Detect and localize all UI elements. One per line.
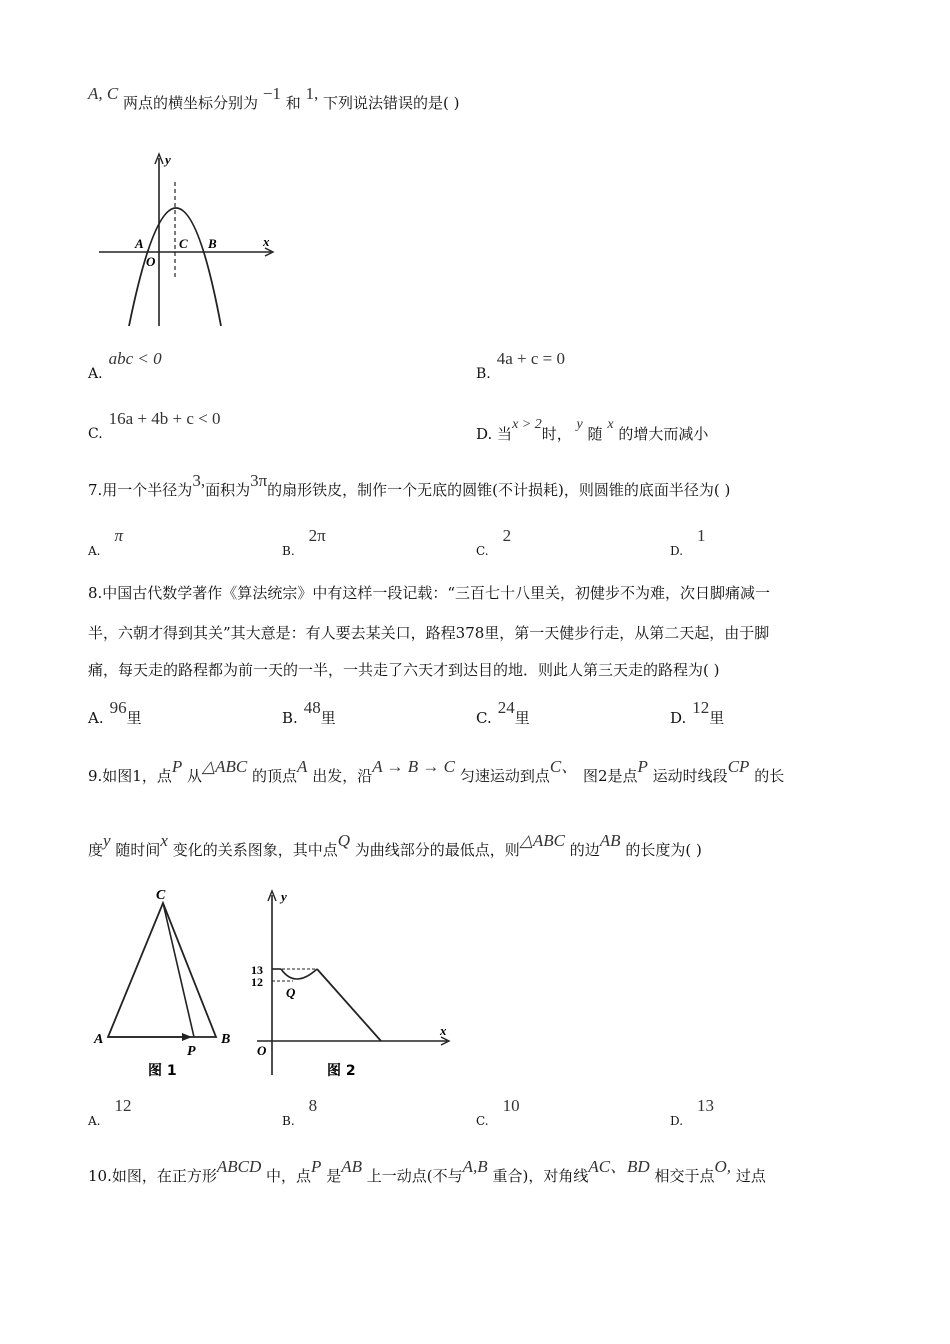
q6-option-b: B.4a + c = 0 [476, 349, 566, 382]
q6-option-c: C.16a + 4b + c < 0 [88, 409, 221, 442]
q9-fig1-caption: 图 1 [148, 1063, 177, 1079]
q7-stem: 7.用一个半径为3,面积为3π的扇形铁皮，制作一个无底的圆锥(不计损耗)，则圆锥的底面半径为( ) [88, 471, 731, 499]
q7-option-a: A.π [88, 526, 124, 558]
q6-stem: A, C 两点的横坐标分别为 −1 和 1, 下列说法错误的是( ) [88, 84, 460, 112]
q9-fig1-label-c: C [156, 888, 166, 903]
q9-fig2-caption: 图 2 [327, 1063, 356, 1079]
q9-option-b: B.8 [282, 1096, 318, 1128]
q8-line-1: 8.中国古代数学著作《算法统宗》中有这样一段记载：“三百七十八里关，初健步不为难，次日脚痛减一 [88, 584, 770, 602]
q7-option-c: C.2 [476, 526, 512, 558]
q9-fig2-label-q: Q [286, 985, 296, 1000]
q9-stem-line-1: 9.如图1，点P 从△ABC 的顶点A 出发，沿A → B → C 匀速运动到点C、 图2是点P 运动时线段CP 的长 [88, 757, 785, 785]
q6-math-points: A, C [88, 84, 119, 103]
q7-option-b: B.2π [282, 526, 326, 558]
q8-line-3: 痛，每天走的路程都为前一天的一半，一共走了六天才到达目的地．则此人第三天走的路程为( ) [88, 661, 720, 679]
q8-option-a: A.96里 [88, 698, 142, 727]
q8-option-b: B.48里 [282, 698, 336, 727]
q9-option-c: C.10 [476, 1096, 520, 1128]
q9-figure-2-graph [245, 885, 460, 1085]
q9-fig2-y-label: y [281, 889, 287, 904]
q6-point-c: C [179, 236, 188, 251]
q8-option-d: D.12里 [670, 698, 725, 727]
q6-option-a: A.abc < 0 [88, 349, 162, 382]
q6-parabola-figure [95, 150, 280, 330]
q8-line-2: 半，六朝才得到其关”其大意是：有人要去某关口，路程378里，第一天健步行走，从第二天起，由于脚 [88, 624, 770, 642]
q6-y-label: y [165, 152, 171, 167]
q9-fig1-label-b: B [221, 1032, 231, 1047]
q6-x-label: x [263, 234, 270, 249]
q9-fig1-label-p: P [187, 1044, 196, 1059]
q9-fig2-tick-13: 13 [251, 963, 263, 977]
q9-fig2-x-label: x [440, 1023, 447, 1038]
q6-origin-label: O [146, 254, 156, 269]
q9-fig2-origin: O [257, 1043, 267, 1058]
q6-option-d: D. 当x > 2时， y 随 x 的增大而减小 [476, 417, 709, 443]
q9-option-a: A.12 [88, 1096, 132, 1128]
q6-point-b: B [208, 236, 217, 251]
q8-option-c: C.24里 [476, 698, 530, 727]
q9-stem-line-2: 度y 随时间x 变化的关系图象，其中点Q 为曲线部分的最低点，则△ABC 的边AB 的长度为( ) [88, 831, 702, 859]
q9-figure-1-triangle [90, 885, 240, 1085]
q9-fig2-tick-12: 12 [251, 975, 263, 989]
q9-option-d: D.13 [670, 1096, 715, 1128]
q6-point-a: A [135, 236, 144, 251]
q7-option-d: D.1 [670, 526, 706, 558]
q10-stem: 10.如图，在正方形ABCD 中，点P 是AB 上一动点(不与A,B 重合)，对角线AC、BD 相交于点O, 过点 [88, 1157, 766, 1185]
q9-fig1-label-a: A [94, 1032, 104, 1047]
